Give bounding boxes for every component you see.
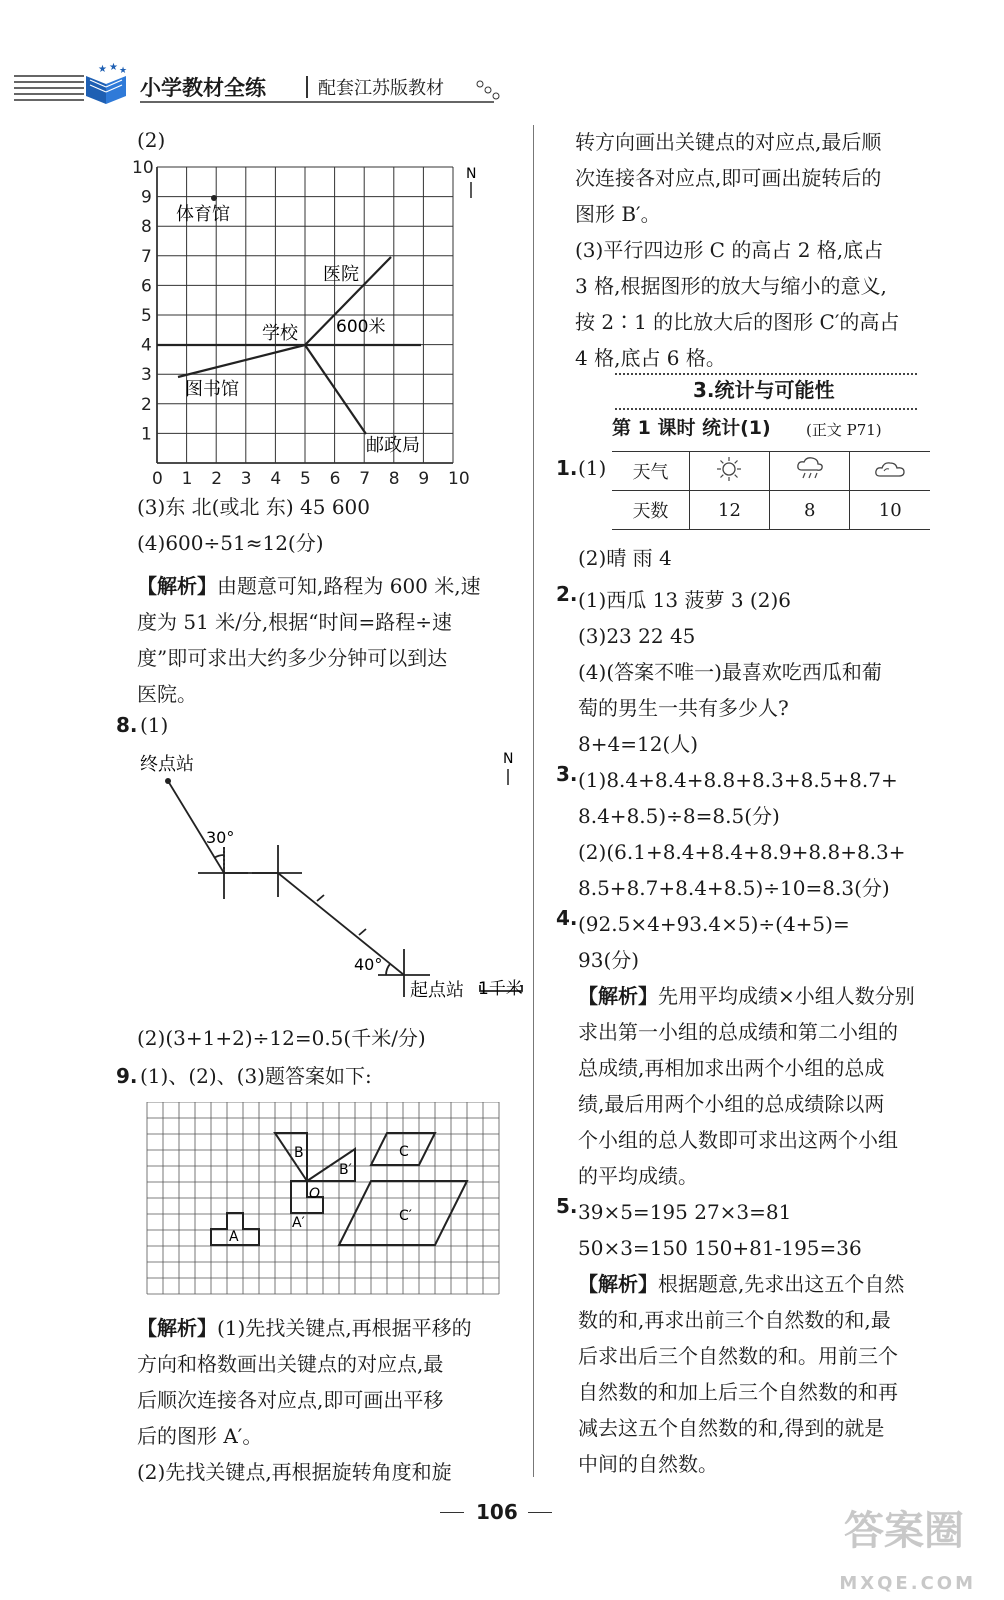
hospital-label: 医院 — [323, 264, 359, 285]
sun-icon — [689, 452, 769, 491]
q5-number: 5. — [556, 1194, 578, 1218]
y-tick-label: 1 — [141, 424, 152, 445]
y-tick-label: 6 — [141, 276, 152, 297]
days-header: 天数 — [612, 491, 689, 530]
x-tick-label: 2 — [211, 469, 223, 489]
header-subtitle: 配套江苏版教材 — [318, 78, 444, 99]
x-tick-label: 7 — [359, 469, 371, 489]
y-tick-label: 7 — [141, 246, 152, 267]
x-tick-label: 8 — [388, 469, 400, 489]
y-tick-label: 3 — [141, 365, 152, 386]
q7-analysis: 【解析】由题意可知,路程为 600 米,速 度为 51 米/分,根据“时间=路程÷速 度”即可求出大约多少分钟可以到达 医院。 — [137, 574, 481, 706]
q3-number: 3. — [556, 762, 578, 786]
x-tick-label: 10 — [448, 469, 470, 489]
lesson-reference: (正文 P71) — [806, 421, 882, 439]
label-a: A — [229, 1229, 239, 1245]
route-diagram — [130, 745, 530, 1025]
school-label: 学校 — [262, 323, 298, 344]
q5-analysis: 【解析】根据题意,先求出这五个自然 数的和,再求出前三个自然数的和,最 后求出后三个自然数的和。用前三个 自然数的和加上后三个自然数的和再 减去这五个自然数的和,得到的就是 中间的自然数。 — [578, 1272, 905, 1476]
angle-40-label: 40° — [354, 955, 383, 974]
y-tick-label: 4 — [141, 335, 152, 356]
days-rain: 8 — [770, 491, 850, 530]
section-title: 3.统计与可能性 — [693, 378, 835, 402]
q4-number: 4. — [556, 906, 578, 930]
y-tick-label: 8 — [141, 217, 152, 238]
q7-part4: (4)600÷51≈12(分) — [137, 531, 324, 555]
label-c: C — [399, 1144, 409, 1160]
y-tick-label: 2 — [141, 394, 152, 415]
label-b-prime: B′ — [339, 1162, 352, 1178]
gym-point — [211, 195, 217, 201]
label-c-prime: C′ — [399, 1208, 412, 1224]
q1-number: 1. — [556, 456, 578, 480]
scale-label: 1千米 — [478, 979, 523, 999]
header-divider — [306, 76, 308, 98]
y-tick-label: 5 — [141, 306, 152, 326]
q9-number: 9. — [116, 1064, 138, 1088]
watermark-url: MXQE.COM — [839, 1573, 976, 1594]
label-b: B — [294, 1145, 304, 1161]
x-tick-label: 4 — [270, 469, 282, 489]
book-logo-icon — [82, 60, 132, 106]
svg-text:★: ★ — [98, 64, 107, 75]
post-office-label: 邮政局 — [366, 435, 420, 456]
column-divider — [533, 125, 534, 1477]
q8-part1: (1) — [140, 713, 169, 737]
coordinate-map — [130, 158, 500, 493]
q3-answer: (1)8.4+8.4+8.8+8.3+8.5+8.7+ 8.4+8.5)÷8=8.5(分) (2)(6.1+8.4+8.4+8.9+8.8+8.3+ 8.5+8.7+8.4+8.5)÷10=8.3(分) — [578, 768, 906, 900]
days-sunny: 12 — [689, 491, 769, 530]
page-number: 106 — [476, 1500, 518, 1524]
q8-part2: (2)(3+1+2)÷12=0.5(千米/分) — [137, 1026, 426, 1050]
cloud-icon — [850, 452, 930, 491]
footer-dash-right — [528, 1512, 552, 1513]
north-label: N — [466, 166, 477, 182]
q2-answer: (1)西瓜 13 菠萝 3 (2)6 (3)23 22 45 (4)(答案不唯一)最喜欢吃西瓜和葡 萄的男生一共有多少人? 8+4=12(人) — [578, 588, 882, 756]
svg-text:★: ★ — [109, 62, 118, 73]
x-tick-label: 1 — [181, 469, 193, 489]
q1-part2: (2)晴 雨 4 — [578, 546, 672, 570]
section-divider — [615, 373, 917, 375]
library-label: 图书馆 — [185, 379, 239, 400]
x-tick-label: 9 — [418, 469, 430, 489]
x-tick-label: 6 — [329, 469, 341, 489]
label-a-prime: A′ — [292, 1215, 305, 1231]
header-title: 小学教材全练 — [140, 76, 266, 100]
weather-table — [612, 451, 930, 530]
q4-analysis: 【解析】先用平均成绩×小组人数分别 求出第一小组的总成绩和第二小组的 总成绩,再相加求出两个小组的总成 绩,最后用两个小组的总成绩除以两 个小组的总人数即可求出这两个小组 的平均成绩。 — [578, 984, 915, 1188]
q1-part1: (1) — [578, 456, 607, 480]
distance-label: 600米 — [336, 317, 386, 337]
label-o: O — [309, 1186, 321, 1202]
right-continuation: 转方向画出关键点的对应点,最后顺 次连接各对应点,即可画出旋转后的 图形 B′。 (3)平行四边形 C 的高占 2 格,底占 3 格,根据图形的放大与缩小的意义, 按 2∶1 的比放大后的图形 C′的高占 4 格,底占 6 格。 — [575, 130, 900, 370]
svg-text:★: ★ — [119, 66, 128, 76]
days-cloudy: 10 — [850, 491, 930, 530]
x-tick-label: 0 — [152, 469, 163, 489]
line-to-library — [178, 345, 305, 377]
footer-dash-left — [440, 1512, 464, 1513]
analysis-tag: 【解析】 — [137, 574, 217, 598]
q9-text: (1)、(2)、(3)题答案如下: — [140, 1064, 372, 1088]
q8-number: 8. — [116, 713, 138, 737]
x-tick-label: 3 — [240, 469, 252, 489]
q7-part2: (2) — [137, 128, 166, 152]
gym-label: 体育馆 — [176, 204, 230, 225]
q4-answer: (92.5×4+93.4×5)÷(4+5)= 93(分) — [578, 912, 850, 972]
terminal-label: 终点站 — [140, 754, 194, 775]
q7-part3: (3)东 北(或北 东) 45 600 — [137, 495, 370, 519]
weather-header: 天气 — [612, 452, 689, 491]
line-to-post-office — [305, 345, 366, 434]
y-tick-label: 9 — [141, 187, 152, 208]
q2-number: 2. — [556, 582, 578, 606]
section-divider-bottom — [615, 408, 917, 410]
q9-analysis: 【解析】(1)先找关键点,再根据平移的 方向和格数画出关键点的对应点,最 后顺次连接各对应点,即可画出平移 后的图形 A′。 (2)先找关键点,再根据旋转角度和旋 — [137, 1316, 472, 1484]
transformation-grid — [145, 1102, 505, 1298]
lesson-title: 第 1 课时 统计(1) — [612, 417, 771, 439]
q5-answer: 39×5=195 27×3=81 50×3=150 150+81-195=36 — [578, 1200, 862, 1260]
x-tick-label: 5 — [300, 469, 311, 489]
watermark-logo: 答案圈 — [844, 1508, 964, 1554]
y-tick-label: 10 — [132, 158, 154, 178]
rain-icon — [770, 452, 850, 491]
start-label: 起点站 — [410, 980, 464, 1001]
north-label-2: N — [503, 751, 514, 767]
angle-30-label: 30° — [206, 828, 235, 847]
